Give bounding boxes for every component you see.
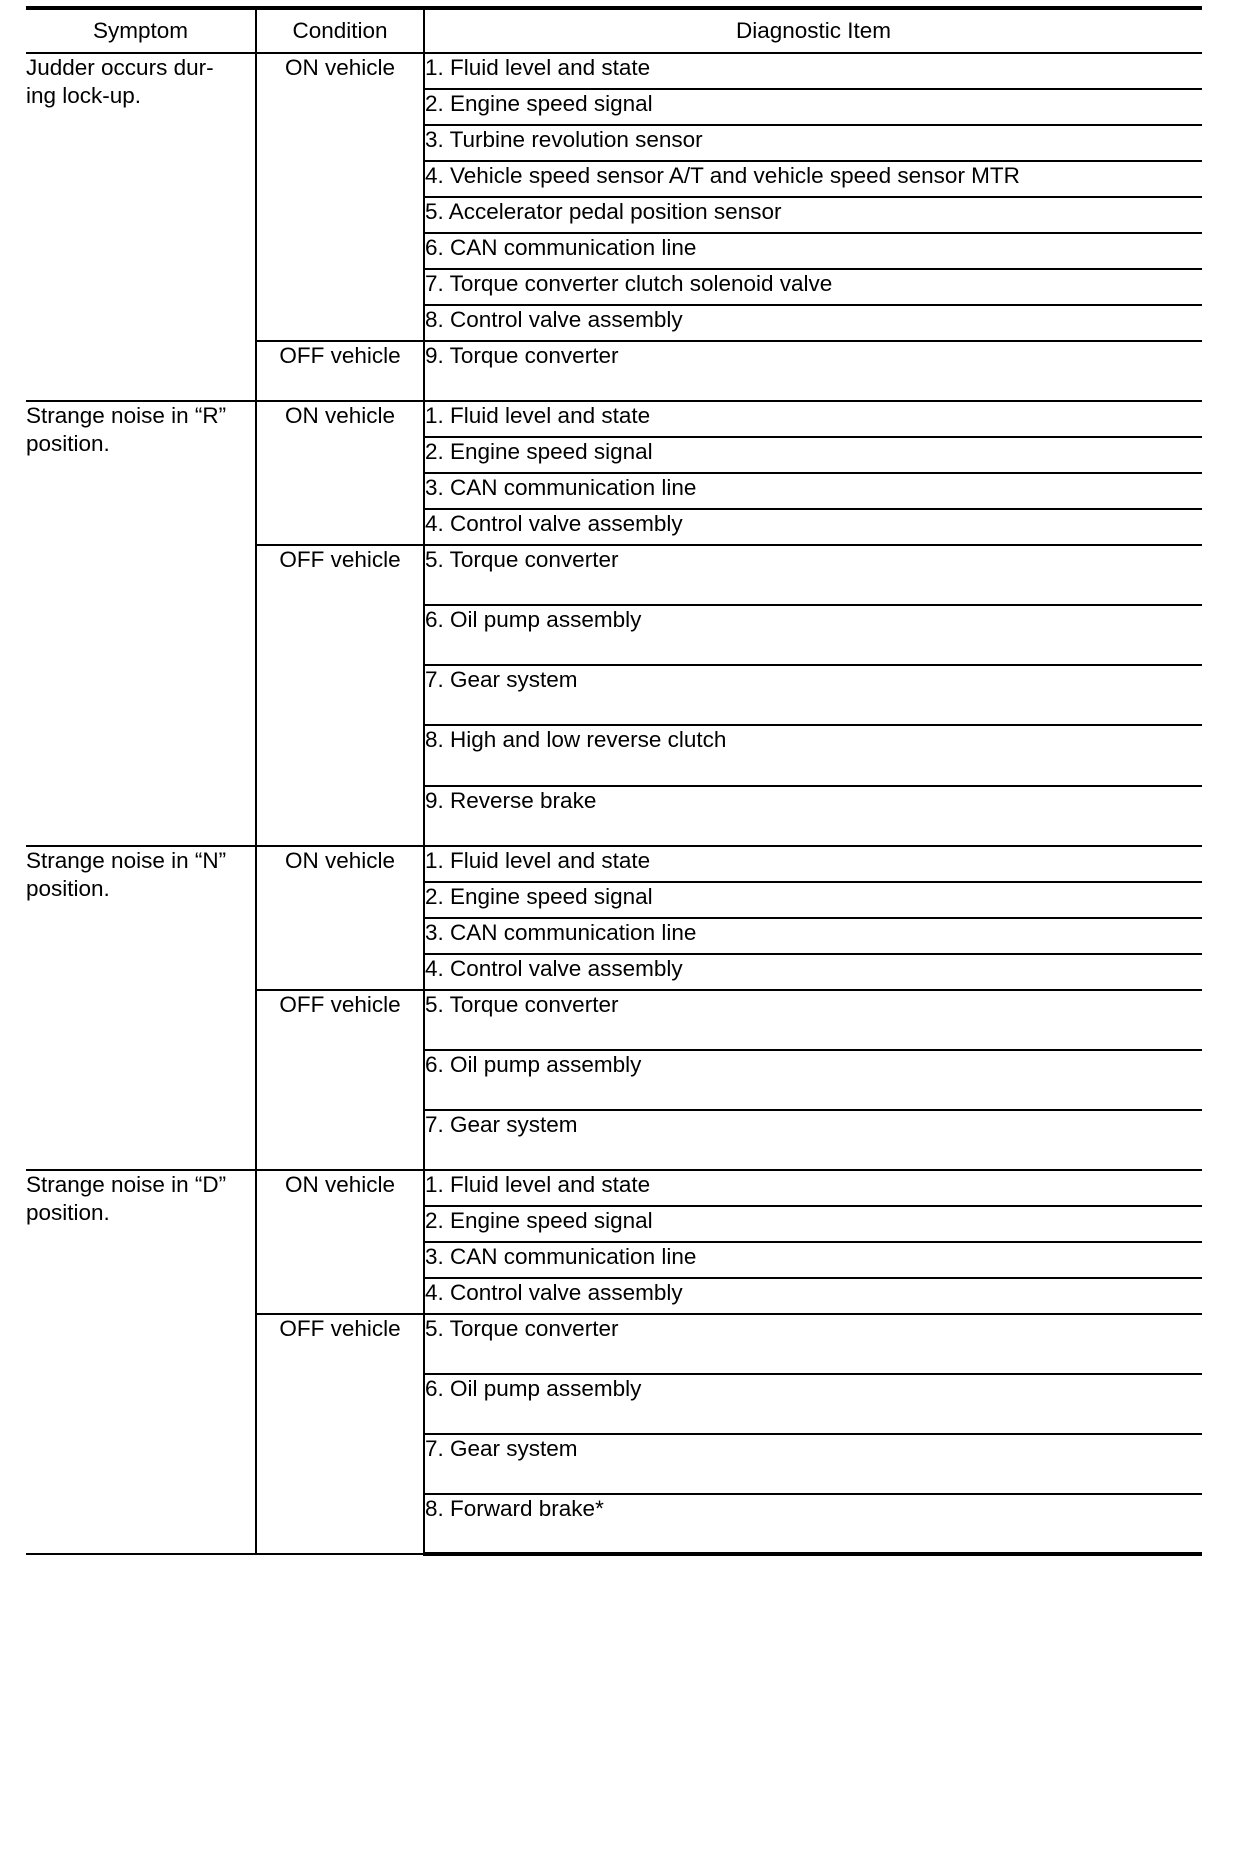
diagnostic-item-cell: 3. CAN communication line — [424, 918, 1202, 954]
symptom-cell: Judder occurs dur- ing lock-up. — [26, 53, 256, 401]
diagnostic-item-cell: 7. Gear system — [424, 1110, 1202, 1170]
diagnostic-item-cell: 1. Fluid level and state — [424, 846, 1202, 882]
diagnostic-item-cell: 1. Fluid level and state — [424, 1170, 1202, 1206]
diagnostic-item-cell: 5. Torque converter — [424, 545, 1202, 605]
table-body — [26, 53, 1202, 1554]
diagnostic-item-cell: 6. CAN communication line — [424, 233, 1202, 269]
diagnostic-table — [26, 6, 1202, 1556]
diagnostic-item-cell: 8. Forward brake* — [424, 1494, 1202, 1554]
diagnostic-item-cell: 3. Turbine revolution sensor — [424, 125, 1202, 161]
table-row — [26, 1170, 1202, 1206]
diagnostic-item-cell: 4. Control valve assembly — [424, 509, 1202, 545]
condition-cell: ON vehicle — [256, 846, 424, 990]
condition-cell: ON vehicle — [256, 401, 424, 545]
diagnostic-item-cell: 6. Oil pump assembly — [424, 1374, 1202, 1434]
condition-cell: OFF vehicle — [256, 990, 424, 1170]
table-row — [26, 53, 1202, 89]
diagnostic-item-cell: 7. Torque converter clutch solenoid valve — [424, 269, 1202, 305]
diagnostic-item-cell: 6. Oil pump assembly — [424, 1050, 1202, 1110]
diagnostic-item-cell: 8. Control valve assembly — [424, 305, 1202, 341]
condition-cell: OFF vehicle — [256, 545, 424, 846]
table-row — [26, 846, 1202, 882]
symptom-cell: Strange noise in “R” position. — [26, 401, 256, 846]
diagnostic-item-cell: 4. Control valve assembly — [424, 954, 1202, 990]
header-row — [26, 8, 1202, 53]
condition-cell: ON vehicle — [256, 1170, 424, 1314]
diagnostic-item-cell: 9. Reverse brake — [424, 786, 1202, 846]
diagnostic-item-cell: 4. Control valve assembly — [424, 1278, 1202, 1314]
diagnostic-item-cell: 6. Oil pump assembly — [424, 605, 1202, 665]
diagnostic-item-cell: 2. Engine speed signal — [424, 1206, 1202, 1242]
diagnostic-item-cell: 2. Engine speed signal — [424, 437, 1202, 473]
condition-cell: OFF vehicle — [256, 1314, 424, 1554]
diagnostic-item-cell: 3. CAN communication line — [424, 473, 1202, 509]
header-symptom: Symptom — [26, 8, 256, 53]
symptom-cell: Strange noise in “D” position. — [26, 1170, 256, 1554]
diagnostic-item-cell: 5. Accelerator pedal position sensor — [424, 197, 1202, 233]
diagnostic-item-cell: 5. Torque converter — [424, 990, 1202, 1050]
diagnostic-item-cell: 4. Vehicle speed sensor A/T and vehicle speed sensor MTR — [424, 161, 1202, 197]
header-diagnostic-item: Diagnostic Item — [424, 8, 1202, 53]
diagnostic-item-cell: 1. Fluid level and state — [424, 53, 1202, 89]
diagnostic-item-cell: 9. Torque converter — [424, 341, 1202, 401]
condition-cell: ON vehicle — [256, 53, 424, 341]
diagnostic-item-cell: 2. Engine speed signal — [424, 882, 1202, 918]
diagnostic-item-cell: 1. Fluid level and state — [424, 401, 1202, 437]
condition-cell: OFF vehicle — [256, 341, 424, 401]
diagnostic-item-cell: 3. CAN communication line — [424, 1242, 1202, 1278]
diagnostic-item-cell: 2. Engine speed signal — [424, 89, 1202, 125]
diagnostic-item-cell: 7. Gear system — [424, 665, 1202, 725]
symptom-cell: Strange noise in “N” position. — [26, 846, 256, 1170]
diagnostic-item-cell: 7. Gear system — [424, 1434, 1202, 1494]
table-row — [26, 401, 1202, 437]
diagnostic-item-cell: 5. Torque converter — [424, 1314, 1202, 1374]
diagnostic-item-cell: 8. High and low reverse clutch — [424, 725, 1202, 786]
header-condition: Condition — [256, 8, 424, 53]
